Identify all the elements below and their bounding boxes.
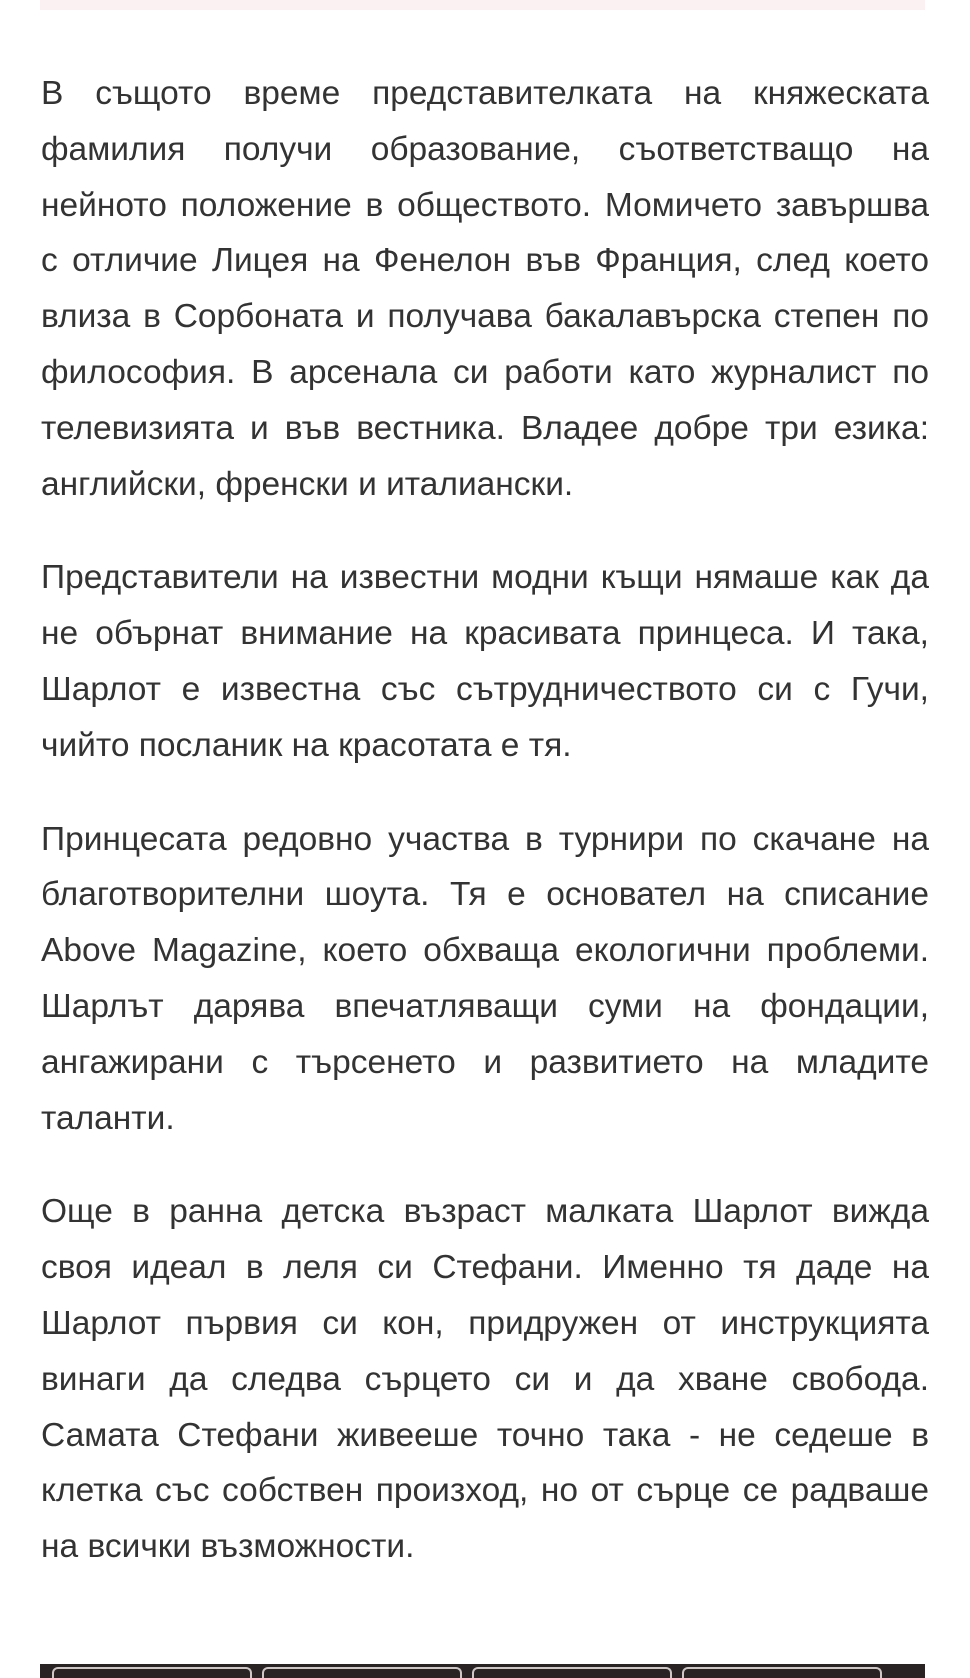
image-frame-3 xyxy=(472,1667,672,1678)
image-frame-1 xyxy=(52,1667,252,1678)
paragraph-charity: Принцесата редовно участва в турнири по скачане на благотворителни шоута. Тя е основател на списание Above Magazine, което обхваща екологични проблеми. Шарлът дарява впечатляващи суми на фондации, ангажирани с търсенето и развитието на младите таланти. xyxy=(41,820,929,1137)
paragraph-education: В същото време представителката на княжеската фамилия получи образование, съответстващо на нейното положение в обществото. Момичето завършва с отличие Лицея на Фенелон във Франция, след което влиза в Сорбоната и получава бакалавърска степен по философия. В арсенала си работи като журналист по телевизията и във вестника. Владее добре три езика: английски, френски и италиански. xyxy=(41,75,929,503)
image-frame-4 xyxy=(682,1667,882,1678)
article-body xyxy=(41,66,929,1613)
previous-block-edge xyxy=(40,0,925,10)
image-frame-2 xyxy=(262,1667,462,1678)
paragraph-fashion: Представители на известни модни къщи нямаше как да не обърнат внимание на красивата принцеса. И така, Шарлот е известна със сътрудничеството си с Гучи, чийто посланик на красотата е тя. xyxy=(41,559,929,764)
paragraph-childhood: Още в ранна детска възраст малката Шарлот вижда своя идеал в леля си Стефани. Именно тя даде на Шарлот първия си кон, придружен от инструкцията винаги да следва сърцето си и да хване свобода. Самата Стефани живееше точно така - не седеше в клетка със собствен произход, но от сърце се радваше на всички възможности. xyxy=(41,1193,929,1566)
article-image-top-edge xyxy=(40,1664,925,1678)
